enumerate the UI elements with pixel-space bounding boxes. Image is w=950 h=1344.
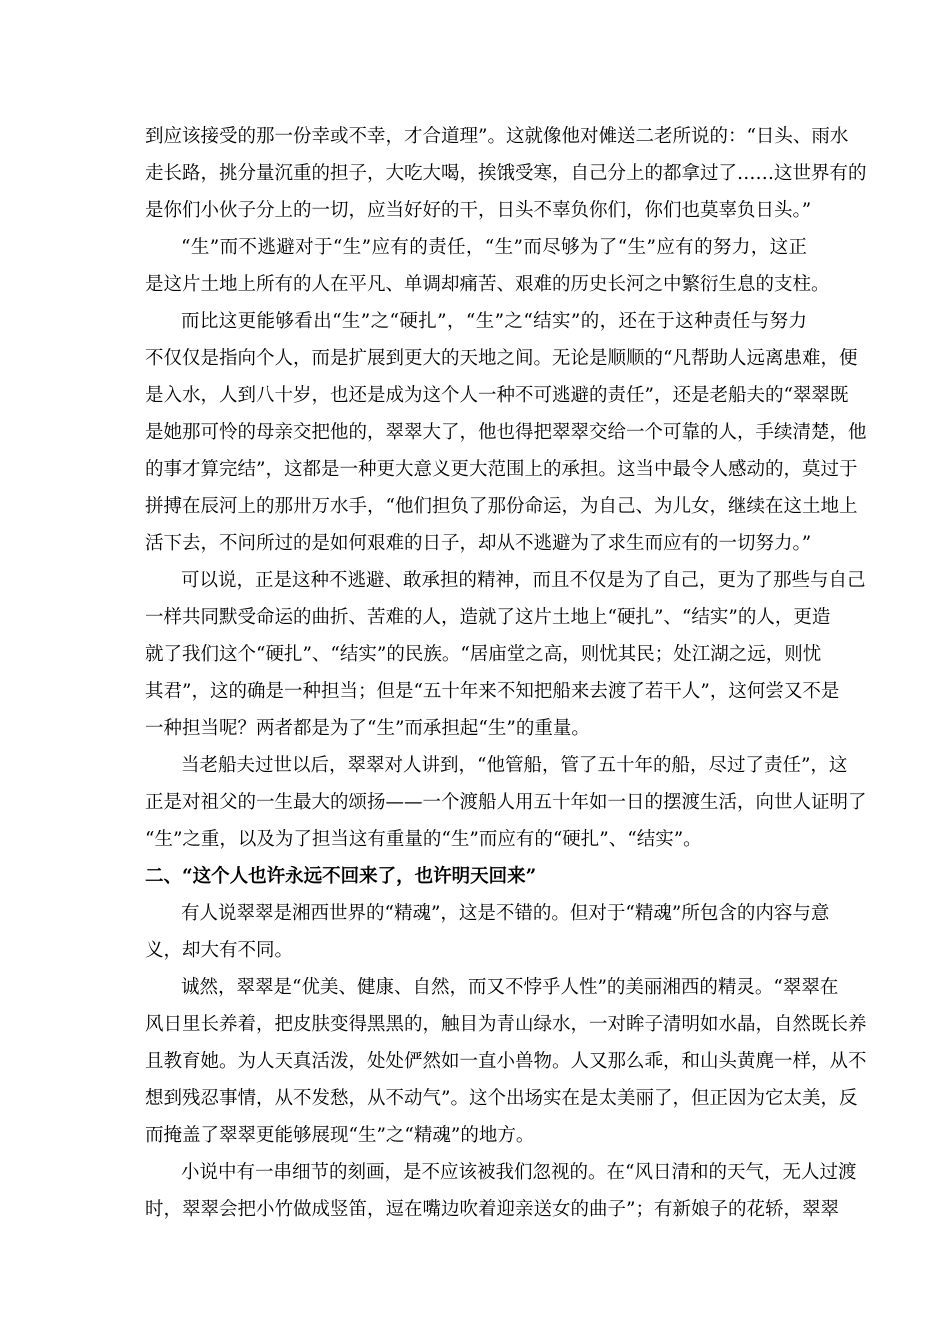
text-line: 义，却大有不同。 bbox=[145, 940, 294, 961]
text-line: 且教育她。为人天真活泼，处处俨然如一直小兽物。人又那么乖，和山头黄麂一样，从不 bbox=[145, 1051, 867, 1072]
text-line: 而比这更能够看出“生”之“硬扎”，“生”之“结实”的，还在于这种责任与努力 bbox=[181, 311, 807, 332]
text-line: 是你们小伙子分上的一切，应当好好的干，日头不辜负你们，你们也莫辜负日头。” bbox=[145, 200, 812, 221]
text-line: 走长路，挑分量沉重的担子，大吃大喝，挨饿受寒，自己分上的都拿过了……这世界有的 bbox=[145, 163, 867, 184]
text-line: 一种担当呢？两者都是为了“生”而承担起“生”的重量。 bbox=[145, 718, 590, 739]
section-heading: 二、“这个人也许永远不回来了，也许明天回来” bbox=[145, 866, 537, 887]
text-line: “生”之重，以及为了担当这有重量的“生”而应有的“硬扎”、“结实”。 bbox=[145, 829, 702, 850]
text-line: 活下去，不问所过的是如何艰难的日子，却从不逃避为了求生而应有的一切努力。” bbox=[145, 533, 812, 554]
text-line: 正是对祖父的一生最大的颂扬——一个渡船人用五十年如一日的摆渡生活，向世人证明了 bbox=[145, 792, 867, 813]
text-line: 拼搏在辰河上的那卅万水手，“他们担负了那份命运，为自己、为儿女，继续在这土地上 bbox=[145, 496, 858, 517]
text-line: 而掩盖了翠翠更能够展现“生”之“精魂”的地方。 bbox=[145, 1125, 535, 1146]
text-line: 不仅仅是指向个人，而是扩展到更大的天地之间。无论是顺顺的“凡帮助人远离患难，便 bbox=[145, 348, 858, 369]
text-line: 其君”，这的确是一种担当；但是“五十年来不知把船来去渡了若干人”，这何尝又不是 bbox=[145, 681, 840, 702]
text-line: 到应该接受的那一份幸或不幸，才合道理”。这就像他对傩送二老所说的：“日头、雨水 bbox=[145, 126, 849, 147]
text-line: 的事才算完结”，这都是一种更大意义更大范围上的承担。这当中最令人感动的，莫过于 bbox=[145, 459, 858, 480]
text-line: 就了我们这个“硬扎”、“结实”的民族。“居庙堂之高，则忧其民；处江湖之远，则忧 bbox=[145, 644, 822, 665]
text-line: “生”而不逃避对于“生”应有的责任，“生”而尽够为了“生”应有的努力，这正 bbox=[181, 237, 807, 258]
text-line: 当老船夫过世以后，翠翠对人讲到，“他管船，管了五十年的船，尽过了责任”，这 bbox=[181, 755, 848, 776]
text-line: 是这片土地上所有的人在平凡、单调却痛苦、艰难的历史长河之中繁衍生息的支柱。 bbox=[145, 274, 830, 295]
text-line: 可以说，正是这种不逃避、敢承担的精神，而且不仅是为了自己，更为了那些与自己 bbox=[181, 570, 866, 591]
text-line: 风日里长养着，把皮肤变得黑黑的，触目为青山绿水，一对眸子清明如水晶，自然既长养 bbox=[145, 1014, 867, 1035]
text-line: 时，翠翠会把小竹做成竖笛，逗在嘴边吹着迎亲送女的曲子”；有新娘子的花轿，翠翠 bbox=[145, 1199, 839, 1220]
text-line: 诚然，翠翠是“优美、健康、自然，而又不悖乎人性”的美丽湘西的精灵。“翠翠在 bbox=[181, 977, 839, 998]
text-line: 有人说翠翠是湘西世界的“精魂”，这是不错的。但对于“精魂”所包含的内容与意 bbox=[181, 903, 830, 924]
text-line: 小说中有一串细节的刻画，是不应该被我们忽视的。在“风日清和的天气，无人过渡 bbox=[181, 1162, 857, 1183]
text-line: 一样共同默受命运的曲折、苦难的人，造就了这片土地上“硬扎”、“结实”的人，更造 bbox=[145, 607, 831, 628]
text-line: 想到残忍事情，从不发愁，从不动气”。这个出场实在是太美丽了，但正因为它太美，反 bbox=[145, 1088, 858, 1109]
text-line: 是入水，人到八十岁，也还是成为这个人一种不可逃避的责任”，还是老船夫的“翠翠既 bbox=[145, 385, 849, 406]
text-line: 是她那可怜的母亲交把他的，翠翠大了，他也得把翠翠交给一个可靠的人，手续清楚，他 bbox=[145, 422, 867, 443]
